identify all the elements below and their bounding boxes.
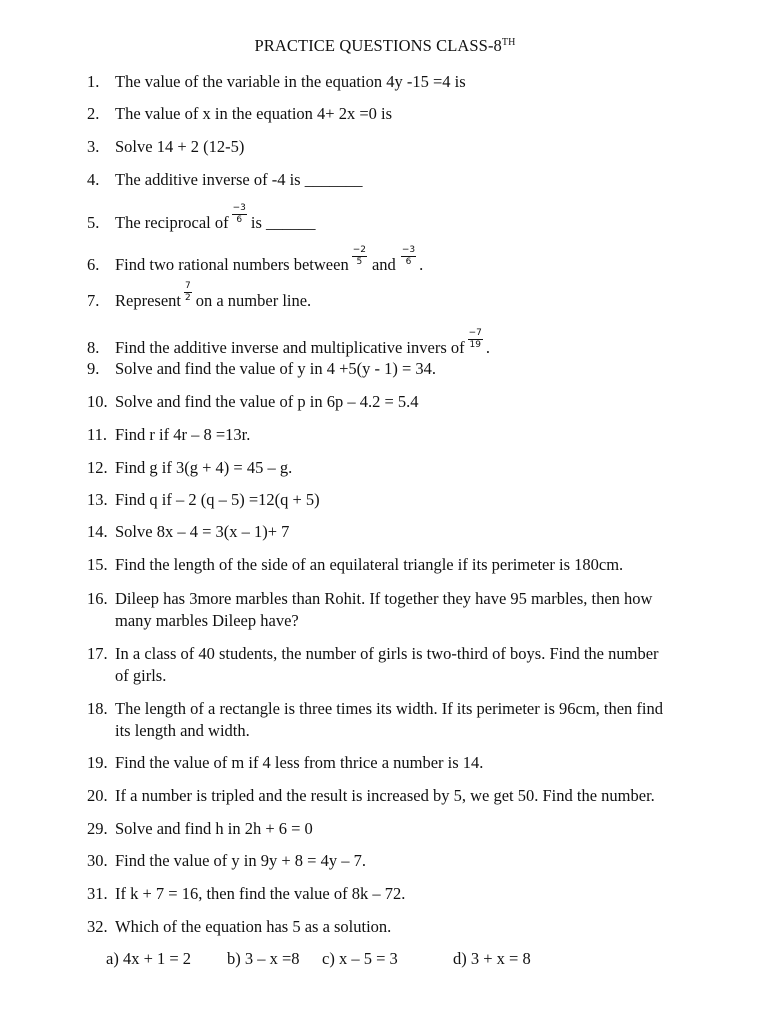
question-text-end: .: [485, 338, 491, 357]
question-text: The reciprocal of: [115, 213, 229, 232]
question-text-block: [115, 643, 715, 687]
question-text: Find the length of the side of an equilateral triangle if its perimeter is 180cm.: [115, 555, 624, 574]
question-text-line: its length and width.: [115, 721, 250, 740]
question-number: 18.: [87, 699, 108, 718]
question-17: [87, 643, 717, 685]
question-number: 3.: [87, 137, 100, 156]
question-32: [87, 916, 717, 938]
question-number: 14.: [87, 522, 108, 541]
question-1: [87, 71, 717, 93]
option-b: b) 3 – x =8: [227, 949, 300, 968]
question-18: [87, 698, 717, 740]
question-text: If k + 7 = 16, then find the value of 8k – 72.: [115, 884, 406, 903]
fraction-denominator: 5: [356, 256, 363, 267]
fraction-numerator: −2: [352, 244, 366, 255]
title-text: PRACTICE QUESTIONS CLASS-8: [254, 36, 502, 55]
question-number: 11.: [87, 425, 108, 444]
fraction-denominator: 6: [236, 214, 243, 225]
question-text-block: [115, 698, 715, 742]
question-text: Which of the equation has 5 as a solution.: [115, 917, 392, 936]
question-text-line: many marbles Dileep have?: [115, 611, 299, 630]
fraction-numerator: 7: [184, 280, 191, 291]
question-text: Solve 8x – 4 = 3(x – 1)+ 7: [115, 522, 290, 541]
question-number: 12.: [87, 458, 108, 477]
question-number: 16.: [87, 589, 108, 608]
question-13: [87, 489, 717, 511]
question-30: [87, 850, 717, 872]
fraction: [401, 245, 416, 268]
question-text: Solve and find the value of p in 6p – 4.2 = 5.4: [115, 392, 419, 411]
question-text-line: The length of a rectangle is three times its width. If its perimeter is 96cm, then find: [115, 699, 664, 718]
question-number: 5.: [87, 213, 100, 232]
question-6: [87, 244, 717, 278]
question-text: Find the additive inverse and multiplicative invers of: [115, 338, 465, 357]
question-number: 20.: [87, 786, 108, 805]
question-2: [87, 103, 717, 125]
question-text: If a number is tripled and the result is increased by 5, we get 50. Find the number.: [115, 786, 655, 805]
fraction: [468, 328, 483, 351]
question-text: The additive inverse of -4 is _______: [115, 170, 363, 189]
question-number: 15.: [87, 555, 108, 574]
question-text: Find the value of m if 4 less from thrice a number is 14.: [115, 753, 484, 772]
title-superscript: TH: [501, 37, 516, 48]
question-12: [87, 457, 717, 479]
question-number: 19.: [87, 753, 108, 772]
page-title: [0, 36, 770, 56]
question-29: [87, 818, 717, 840]
question-text-line: of girls.: [115, 666, 167, 685]
fraction: [352, 245, 367, 268]
question-text: Solve 14 + 2 (12-5): [115, 137, 245, 156]
question-number: 31.: [87, 884, 108, 903]
question-text-mid: and: [371, 255, 396, 274]
fraction-numerator: −3: [232, 202, 246, 213]
question-number: 9.: [87, 359, 100, 378]
question-text-block: [115, 588, 715, 632]
fraction-denominator: 2: [184, 292, 191, 303]
question-4: [87, 169, 717, 191]
question-20: [87, 785, 717, 807]
option-a: a) 4x + 1 = 2: [106, 949, 192, 968]
question-9: [87, 358, 717, 380]
question-text: The value of the variable in the equation 4y -15 =4 is: [115, 72, 466, 91]
option-d: d) 3 + x = 8: [453, 949, 531, 968]
question-number: 6.: [87, 255, 100, 274]
question-number: 29.: [87, 819, 108, 838]
question-15: [87, 554, 717, 576]
fraction-numerator: −7: [468, 327, 482, 338]
question-text: Solve and find the value of y in 4 +5(y - 1) = 34.: [115, 359, 437, 378]
question-text-line: Dileep has 3more marbles than Rohit. If together they have 95 marbles, then how: [115, 589, 653, 608]
question-31: [87, 883, 717, 905]
question-number: 8.: [87, 338, 100, 357]
question-number: 1.: [87, 72, 100, 91]
question-text-end: on a number line.: [195, 291, 312, 310]
question-10: [87, 391, 717, 413]
fraction: [184, 281, 192, 304]
question-number: 10.: [87, 392, 108, 411]
question-text: Find the value of y in 9y + 8 = 4y – 7.: [115, 851, 366, 870]
question-number: 4.: [87, 170, 100, 189]
question-number: 32.: [87, 917, 108, 936]
question-text-end: is ______: [250, 213, 316, 232]
question-text: Find two rational numbers between: [115, 255, 349, 274]
question-3: [87, 136, 717, 158]
fraction-denominator: 6: [405, 256, 412, 267]
question-11: [87, 424, 717, 446]
option-c: c) x – 5 = 3: [322, 949, 398, 968]
fraction-numerator: −3: [401, 244, 416, 255]
fraction: [232, 203, 247, 226]
question-text: Find g if 3(g + 4) = 45 – g.: [115, 458, 293, 477]
question-text: Solve and find h in 2h + 6 = 0: [115, 819, 313, 838]
question-number: 17.: [87, 644, 108, 663]
question-number: 13.: [87, 490, 108, 509]
question-number: 2.: [87, 104, 100, 123]
question-5: [87, 202, 717, 236]
question-text: Find q if – 2 (q – 5) =12(q + 5): [115, 490, 320, 509]
question-number: 30.: [87, 851, 108, 870]
question-text: The value of x in the equation 4+ 2x =0 is: [115, 104, 393, 123]
fraction-denominator: 19: [469, 339, 481, 350]
question-16: [87, 588, 717, 630]
question-number: 7.: [87, 291, 100, 310]
question-text: Represent: [115, 291, 181, 310]
question-7: [87, 280, 717, 314]
question-text-end: .: [419, 255, 424, 274]
question-text-line: In a class of 40 students, the number of girls is two-third of boys. Find the number: [115, 644, 659, 663]
question-text: Find r if 4r – 8 =13r.: [115, 425, 251, 444]
question-14: [87, 521, 717, 543]
question-19: [87, 752, 717, 774]
